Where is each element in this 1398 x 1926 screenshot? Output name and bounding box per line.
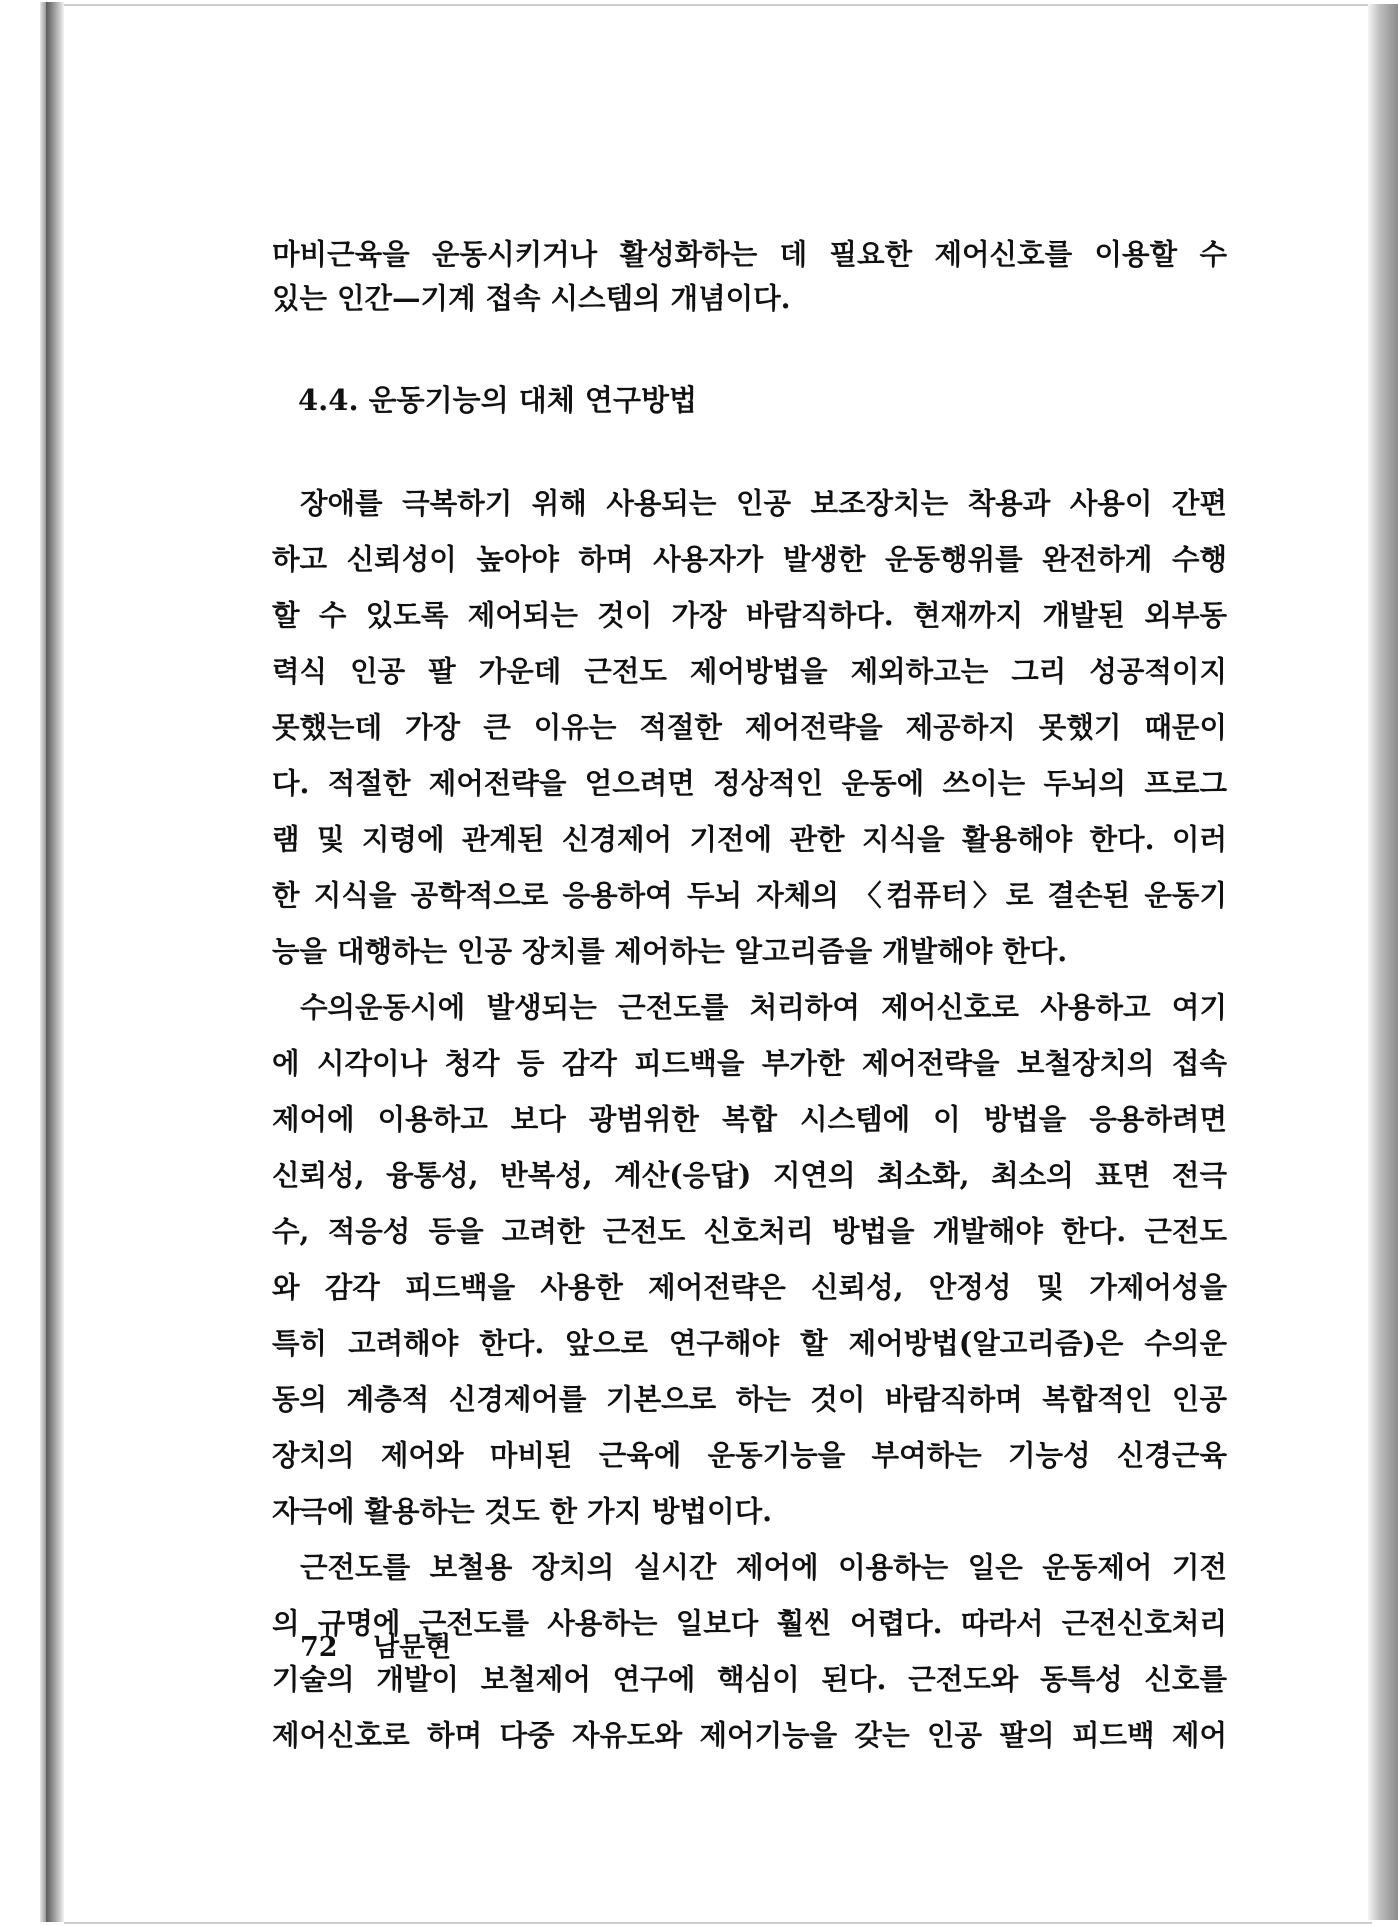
body-line: 자극에 활용하는 것도 한 가지 방법이다. bbox=[272, 1494, 773, 1528]
body-line: 한 지식을 공학적으로 응용하여 두뇌 자체의 〈컴퓨터〉로 결손된 운동기 bbox=[272, 878, 1227, 912]
body-line: 하고 신뢰성이 높아야 하며 사용자가 발생한 운동행위를 완전하게 수행 bbox=[272, 542, 1227, 576]
body-line: 장치의 제어와 마비된 근육에 운동기능을 부여하는 기능성 신경근육 bbox=[272, 1438, 1227, 1472]
intro-line: 마비근육을 운동시키거나 활성화하는 데 필요한 제어신호를 이용할 수 bbox=[272, 237, 1227, 271]
page-number: 72 bbox=[300, 1632, 338, 1663]
body-line: 와 감각 피드백을 사용한 제어전략은 신뢰성, 안정성 및 가제어성을 bbox=[272, 1270, 1227, 1304]
body-line: 력식 인공 팔 가운데 근전도 제어방법을 제외하고는 그리 성공적이지 bbox=[272, 654, 1227, 688]
body-line: 제어신호로 하며 다중 자유도와 제어기능을 갖는 인공 팔의 피드백 제어 bbox=[272, 1718, 1227, 1752]
body-line: 제어에 이용하고 보다 광범위한 복합 시스템에 이 방법을 응용하려면 bbox=[272, 1102, 1227, 1136]
body-line: 근전도를 보철용 장치의 실시간 제어에 이용하는 일은 운동제어 기전 bbox=[300, 1550, 1227, 1584]
body-line: 다. 적절한 제어전략을 얻으려면 정상적인 운동에 쓰이는 두뇌의 프로그 bbox=[272, 766, 1227, 800]
body-line: 할 수 있도록 제어되는 것이 가장 바람직하다. 현재까지 개발된 외부동 bbox=[272, 598, 1227, 632]
book-spine bbox=[46, 2, 64, 1922]
section-heading: 4.4. 운동기능의 대체 연구방법 bbox=[298, 383, 697, 417]
body-line: 장애를 극복하기 위해 사용되는 인공 보조장치는 착용과 사용이 간편 bbox=[300, 486, 1227, 520]
body-line: 수, 적응성 등을 고려한 근전도 신호처리 방법을 개발해야 한다. 근전도 bbox=[272, 1214, 1227, 1248]
page-footer bbox=[300, 1628, 451, 1668]
body-line: 못했는데 가장 큰 이유는 적절한 제어전략을 제공하지 못했기 때문이 bbox=[272, 710, 1227, 744]
body-line: 특히 고려해야 한다. 앞으로 연구해야 할 제어방법(알고리즘)은 수의운 bbox=[272, 1326, 1227, 1360]
body-line: 동의 계층적 신경제어를 기본으로 하는 것이 바람직하며 복합적인 인공 bbox=[272, 1382, 1227, 1416]
body-line: 램 및 지령에 관계된 신경제어 기전에 관한 지식을 활용해야 한다. 이러 bbox=[272, 822, 1227, 856]
body-line: 신뢰성, 융통성, 반복성, 계산(응답) 지연의 최소화, 최소의 표면 전극 bbox=[272, 1158, 1227, 1192]
intro-line: 있는 인간—기계 접속 시스템의 개념이다. bbox=[272, 281, 791, 315]
body-line: 기술의 개발이 보철제어 연구에 핵심이 된다. 근전도와 동특성 신호를 bbox=[272, 1662, 1227, 1696]
page-right-edge bbox=[1368, 4, 1398, 1920]
body-line: 에 시각이나 청각 등 감각 피드백을 부가한 제어전략을 보철장치의 접속 bbox=[272, 1046, 1227, 1080]
author-name: 남문현 bbox=[372, 1632, 452, 1663]
body-line: 의 규명에 근전도를 사용하는 일보다 훨씬 어렵다. 따라서 근전신호처리 bbox=[272, 1606, 1227, 1640]
body-line: 수의운동시에 발생되는 근전도를 처리하여 제어신호로 사용하고 여기 bbox=[300, 990, 1227, 1024]
body-line: 능을 대행하는 인공 장치를 제어하는 알고리즘을 개발해야 한다. bbox=[272, 934, 1068, 968]
